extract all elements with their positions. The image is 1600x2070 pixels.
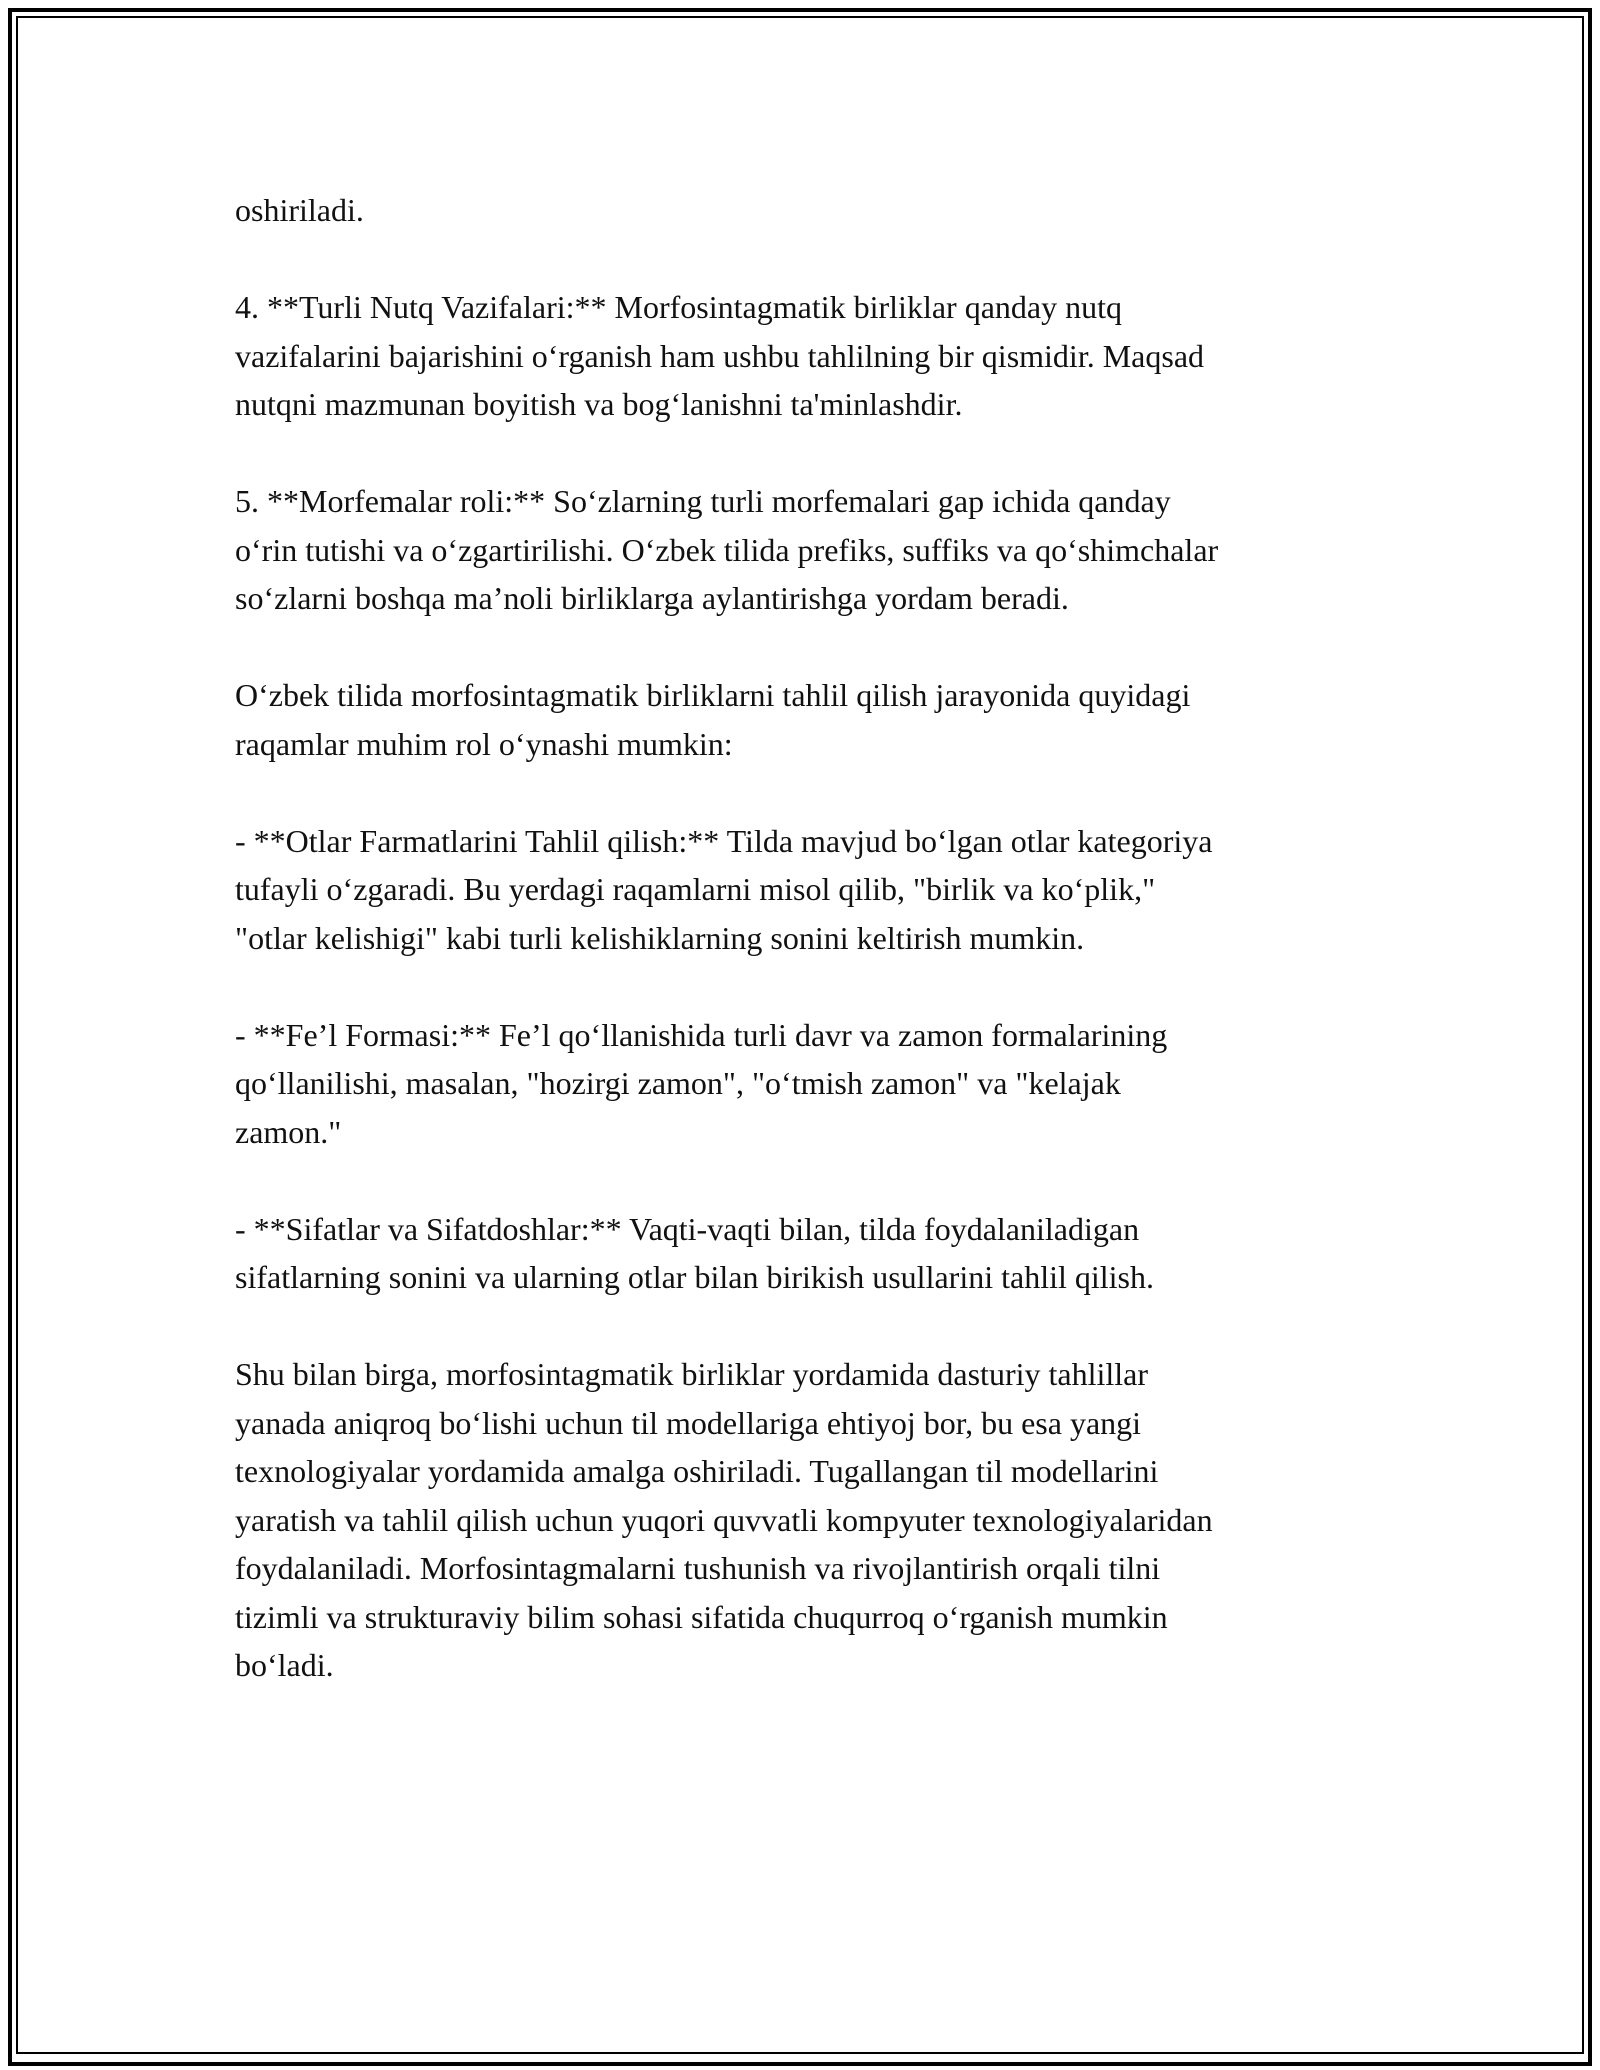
paragraph-otlar-farmatlari: - **Otlar Farmatlarini Tahlil qilish:** Tilda mavjud bo‘lgan otlar kategoriya tufayli o‘zgaradi. Bu yerdagi raqamlarni misol qilib, "birlik va ko‘plik," "otlar kelishigi" kabi turli kelishiklarning sonini keltirish mumkin. — [235, 822, 1213, 956]
paragraph-intro-raqamlar: O‘zbek tilida morfosintagmatik birliklarni tahlil qilish jarayonida quyidagi raqamlar muhim rol o‘ynashi mumkin: — [235, 677, 1191, 762]
paragraph-turli-nutq-vazifalari: 4. **Turli Nutq Vazifalari:** Morfosintagmatik birliklar qanday nutq vazifalarini bajarishini o‘rganish ham ushbu tahlilning bir qismidir. Maqsad nutqni mazmunan boyitish va bog‘lanishni ta'minlashdir. — [235, 289, 1205, 422]
paragraph-sifatlar: - **Sifatlar va Sifatdoshlar:** Vaqti-vaqti bilan, tilda foydalaniladigan sifatlarning sonini va ularning otlar bilan birikish usullarini tahlil qilish. — [235, 1210, 1154, 1295]
document-body — [235, 186, 1385, 1738]
paragraph-fel-formasi: - **Fe’l Formasi:** Fe’l qo‘llanishida turli davr va zamon formalarining qo‘llanilishi, masalan, "hozirgi zamon", "o‘tmish zamon" va "kelajak zamon." — [235, 1016, 1168, 1150]
paragraph-morfemalar-roli: 5. **Morfemalar roli:** So‘zlarning turli morfemalari gap ichida qanday o‘rin tutishi va o‘zgartirilishi. O‘zbek tilida prefiks, suffiks va qo‘shimchalar so‘zlarni boshqa ma’noli birliklarga aylantirishga yordam beradi. — [235, 483, 1219, 616]
paragraph-continuation: oshiriladi. — [235, 192, 364, 228]
paragraph-conclusion: Shu bilan birga, morfosintagmatik birliklar yordamida dasturiy tahlillar yanada aniqroq bo‘lishi uchun til modellariga ehtiyoj bor, bu esa yangi texnologiyalar yordamida amalga oshiriladi. Tugallangan til modellarini yaratish va tahlil qilish uchun yuqori quvvatli kompyuter texnologiyalaridan foydalaniladi. Morfosintagmalarni tushunish va rivojlantirish orqali tilni tizimli va strukturaviy bilim sohasi sifatida chuqurroq o‘rganish mumkin bo‘ladi. — [235, 1356, 1213, 1683]
